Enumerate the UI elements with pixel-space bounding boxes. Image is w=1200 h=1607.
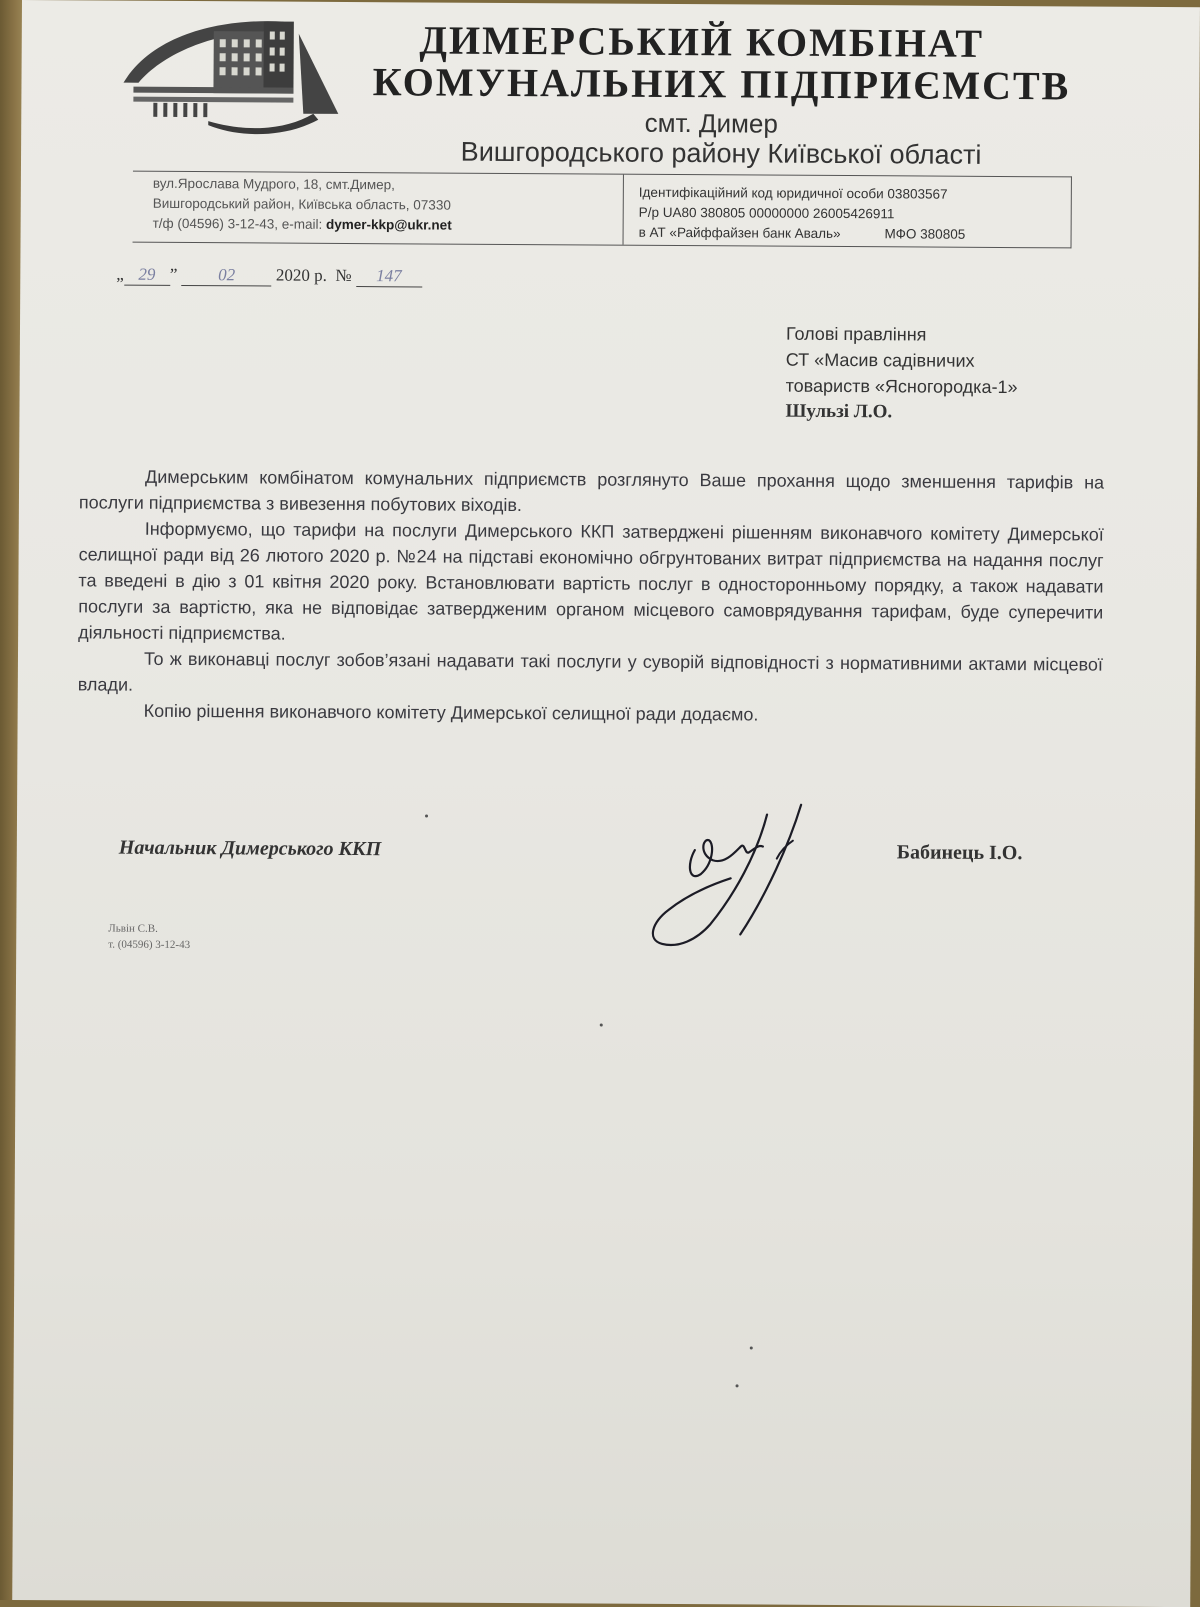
letter-date-number <box>116 265 422 288</box>
letterhead-info-box <box>133 171 1072 249</box>
company-logo-icon <box>113 13 344 144</box>
date-open-quote: „ <box>116 264 124 284</box>
info-divider <box>623 175 624 245</box>
company-town: смт. Димер <box>644 107 778 139</box>
recipient-line1: Голові правління <box>785 323 927 345</box>
body-paragraph-3: То ж виконавці послуг зобов’язані надавати такі послуги у суворій відповідності з нормативними актами місцевої влади. <box>77 648 1104 695</box>
address-line2: Вишгородський район, Київська область, 07330 <box>152 195 451 213</box>
letter-page <box>12 0 1200 1607</box>
letter-body <box>78 463 1105 729</box>
recipient-block <box>785 321 1018 426</box>
date-year: 2020 р. <box>275 265 327 285</box>
signatory-title: Начальник Димерського ККП <box>118 836 382 861</box>
address-block <box>153 174 452 236</box>
paper-speck <box>425 814 428 817</box>
date-month: 02 <box>182 265 272 287</box>
address-email: dymer-kkp@ukr.net <box>325 216 452 233</box>
company-name-line1: ДИМЕРСЬКИЙ КОМБІНАТ <box>419 17 985 66</box>
recipient-name: Шульзі Л.О. <box>785 400 893 423</box>
body-paragraph-4: Копію рішення виконавчого комітету Димерської селищної ради додаємо. <box>143 700 759 725</box>
paper-speck <box>600 1024 603 1027</box>
handwritten-signature-icon <box>616 794 827 965</box>
paper-speck <box>736 1384 739 1387</box>
paper-speck <box>750 1346 753 1349</box>
company-region: Вишгородського району Київської області <box>460 136 982 170</box>
recipient-line2: СТ «Масив садівничих <box>785 349 975 371</box>
number-label: № <box>335 265 352 286</box>
bank-details-block <box>639 183 966 245</box>
bank-name: в АТ «Райффайзен банк Аваль» <box>638 224 841 242</box>
address-phone: т/ф (04596) 3-12-43, e-mail: <box>152 215 327 232</box>
letter-number: 147 <box>356 266 422 287</box>
executor-name: Львін С.В. <box>108 922 158 935</box>
executor-block <box>108 921 190 953</box>
executor-phone: т. (04596) 3-12-43 <box>108 938 191 952</box>
company-name-line2: КОМУНАЛЬНИХ ПІДПРИЄМСТВ <box>372 59 1071 109</box>
address-line1: вул.Ярослава Мудрого, 18, смт.Димер, <box>152 175 396 193</box>
bank-account: Р/р UA80 380805 00000000 26005426911 <box>638 204 895 222</box>
bank-name-line <box>639 223 966 245</box>
date-close-quote: ” <box>169 264 178 284</box>
address-contacts <box>153 214 452 236</box>
recipient-line3: товариств «Ясногородка-1» <box>785 375 1018 398</box>
signatory-name: Бабинець І.О. <box>896 841 1023 865</box>
bank-mfo: МФО 380805 <box>884 226 966 242</box>
body-paragraph-2: Інформуємо, що тарифи на послуги Димерського ККП затверджені рішенням виконавчого комітету Димерської селищної ради від 26 лютого 2020 р. №24 на підставі економічно обгрунтованих витрат підприємства на надання послуг та введені в дію з 01 квітня 2020 року. Встановлювати вартість послуг в односторонньому порядку, а також надавати послуги за вартістю, яка не відповідає затвердженим органом місцевого самоврядування тарифам, буде суперечити діяльності підприємства. <box>78 518 1104 644</box>
date-day: 29 <box>124 265 170 286</box>
bank-id-code: Ідентифікаційний код юридичної особи 03803567 <box>638 184 948 202</box>
body-paragraph-1: Димерським комбінатом комунальних підприємств розглянуто Ваше прохання щодо зменшення тарифів на послуги підприємства з вивезення побутових віходів. <box>78 466 1105 516</box>
